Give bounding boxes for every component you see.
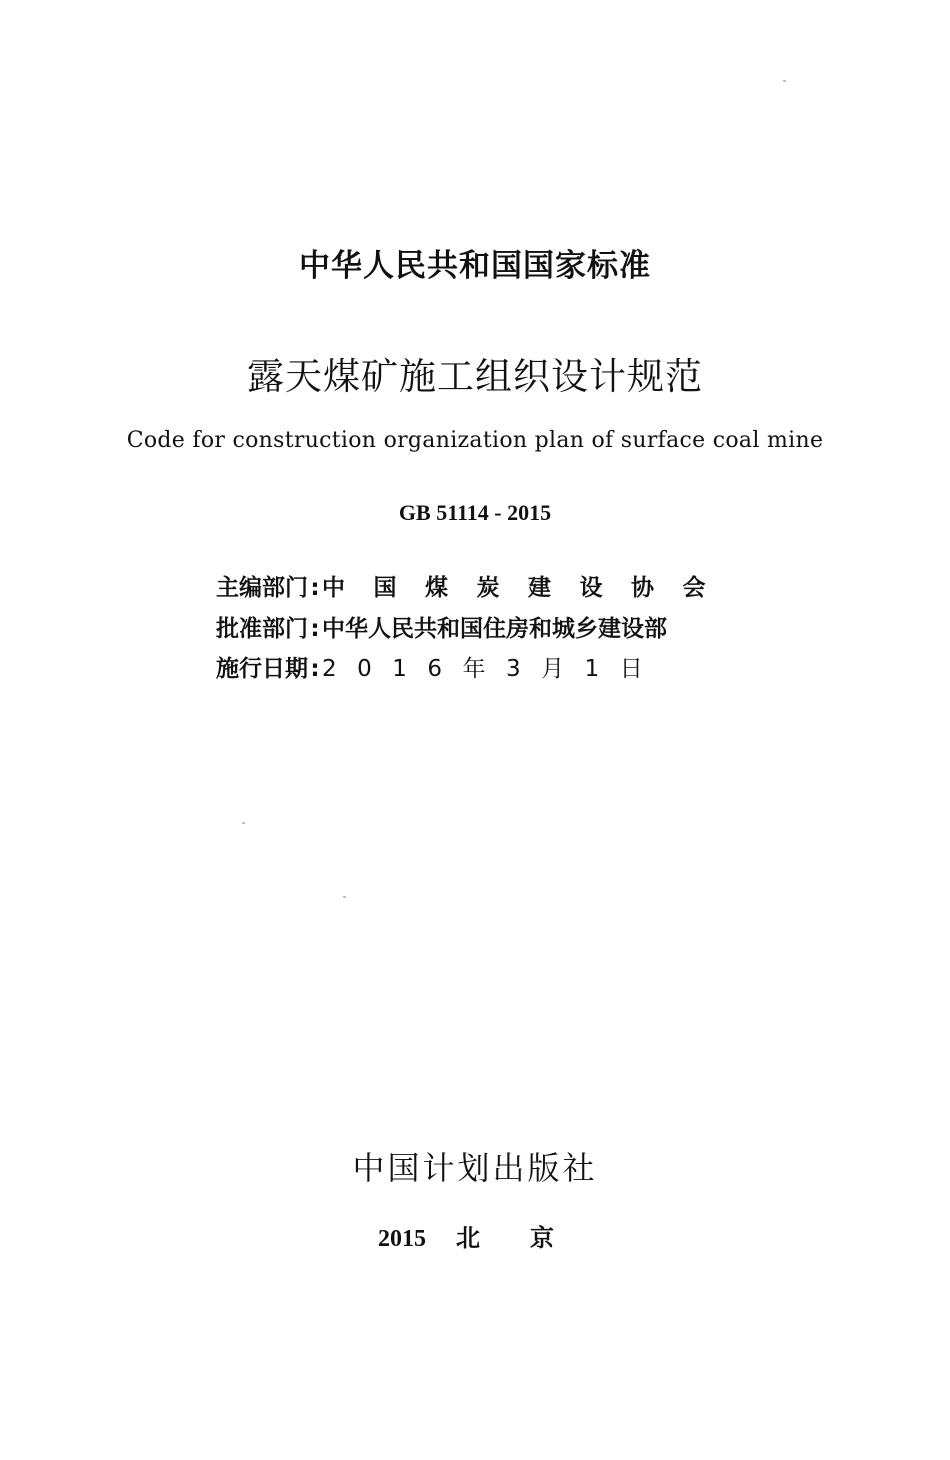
approval-department-value: 中华人民共和国住房和城乡建设部	[322, 616, 667, 642]
effective-date-label: 施行日期	[216, 656, 308, 682]
approval-department-colon: :	[310, 616, 320, 642]
effective-date-row	[216, 650, 663, 683]
document-title-chinese: 露天煤矿施工组织设计规范	[247, 355, 703, 398]
publication-year: 2015	[378, 1226, 426, 1252]
publication-line	[378, 1218, 604, 1253]
effective-date-colon: :	[310, 656, 320, 682]
standard-number: GB 51114 - 2015	[398, 500, 552, 525]
approval-department-label: 批准部门	[216, 616, 308, 642]
chief-editor-colon: :	[310, 575, 320, 601]
approval-department-row	[216, 610, 667, 643]
document-title-english: Code for construction organization plan of surface coal mine	[126, 428, 824, 453]
chief-editor-label: 主编部门	[216, 575, 308, 601]
national-standard-heading: 中华人民共和国国家标准	[299, 248, 651, 284]
scan-speck	[783, 80, 786, 82]
scan-speck	[242, 822, 245, 824]
chief-editor-row	[216, 569, 734, 602]
publication-city: 北京	[456, 1224, 604, 1252]
chief-editor-value: 中国煤炭建设协会	[322, 575, 734, 601]
scan-speck	[343, 896, 346, 898]
effective-date-value: 2016年3月1日	[322, 656, 664, 682]
publisher-name: 中国计划出版社	[352, 1149, 598, 1187]
